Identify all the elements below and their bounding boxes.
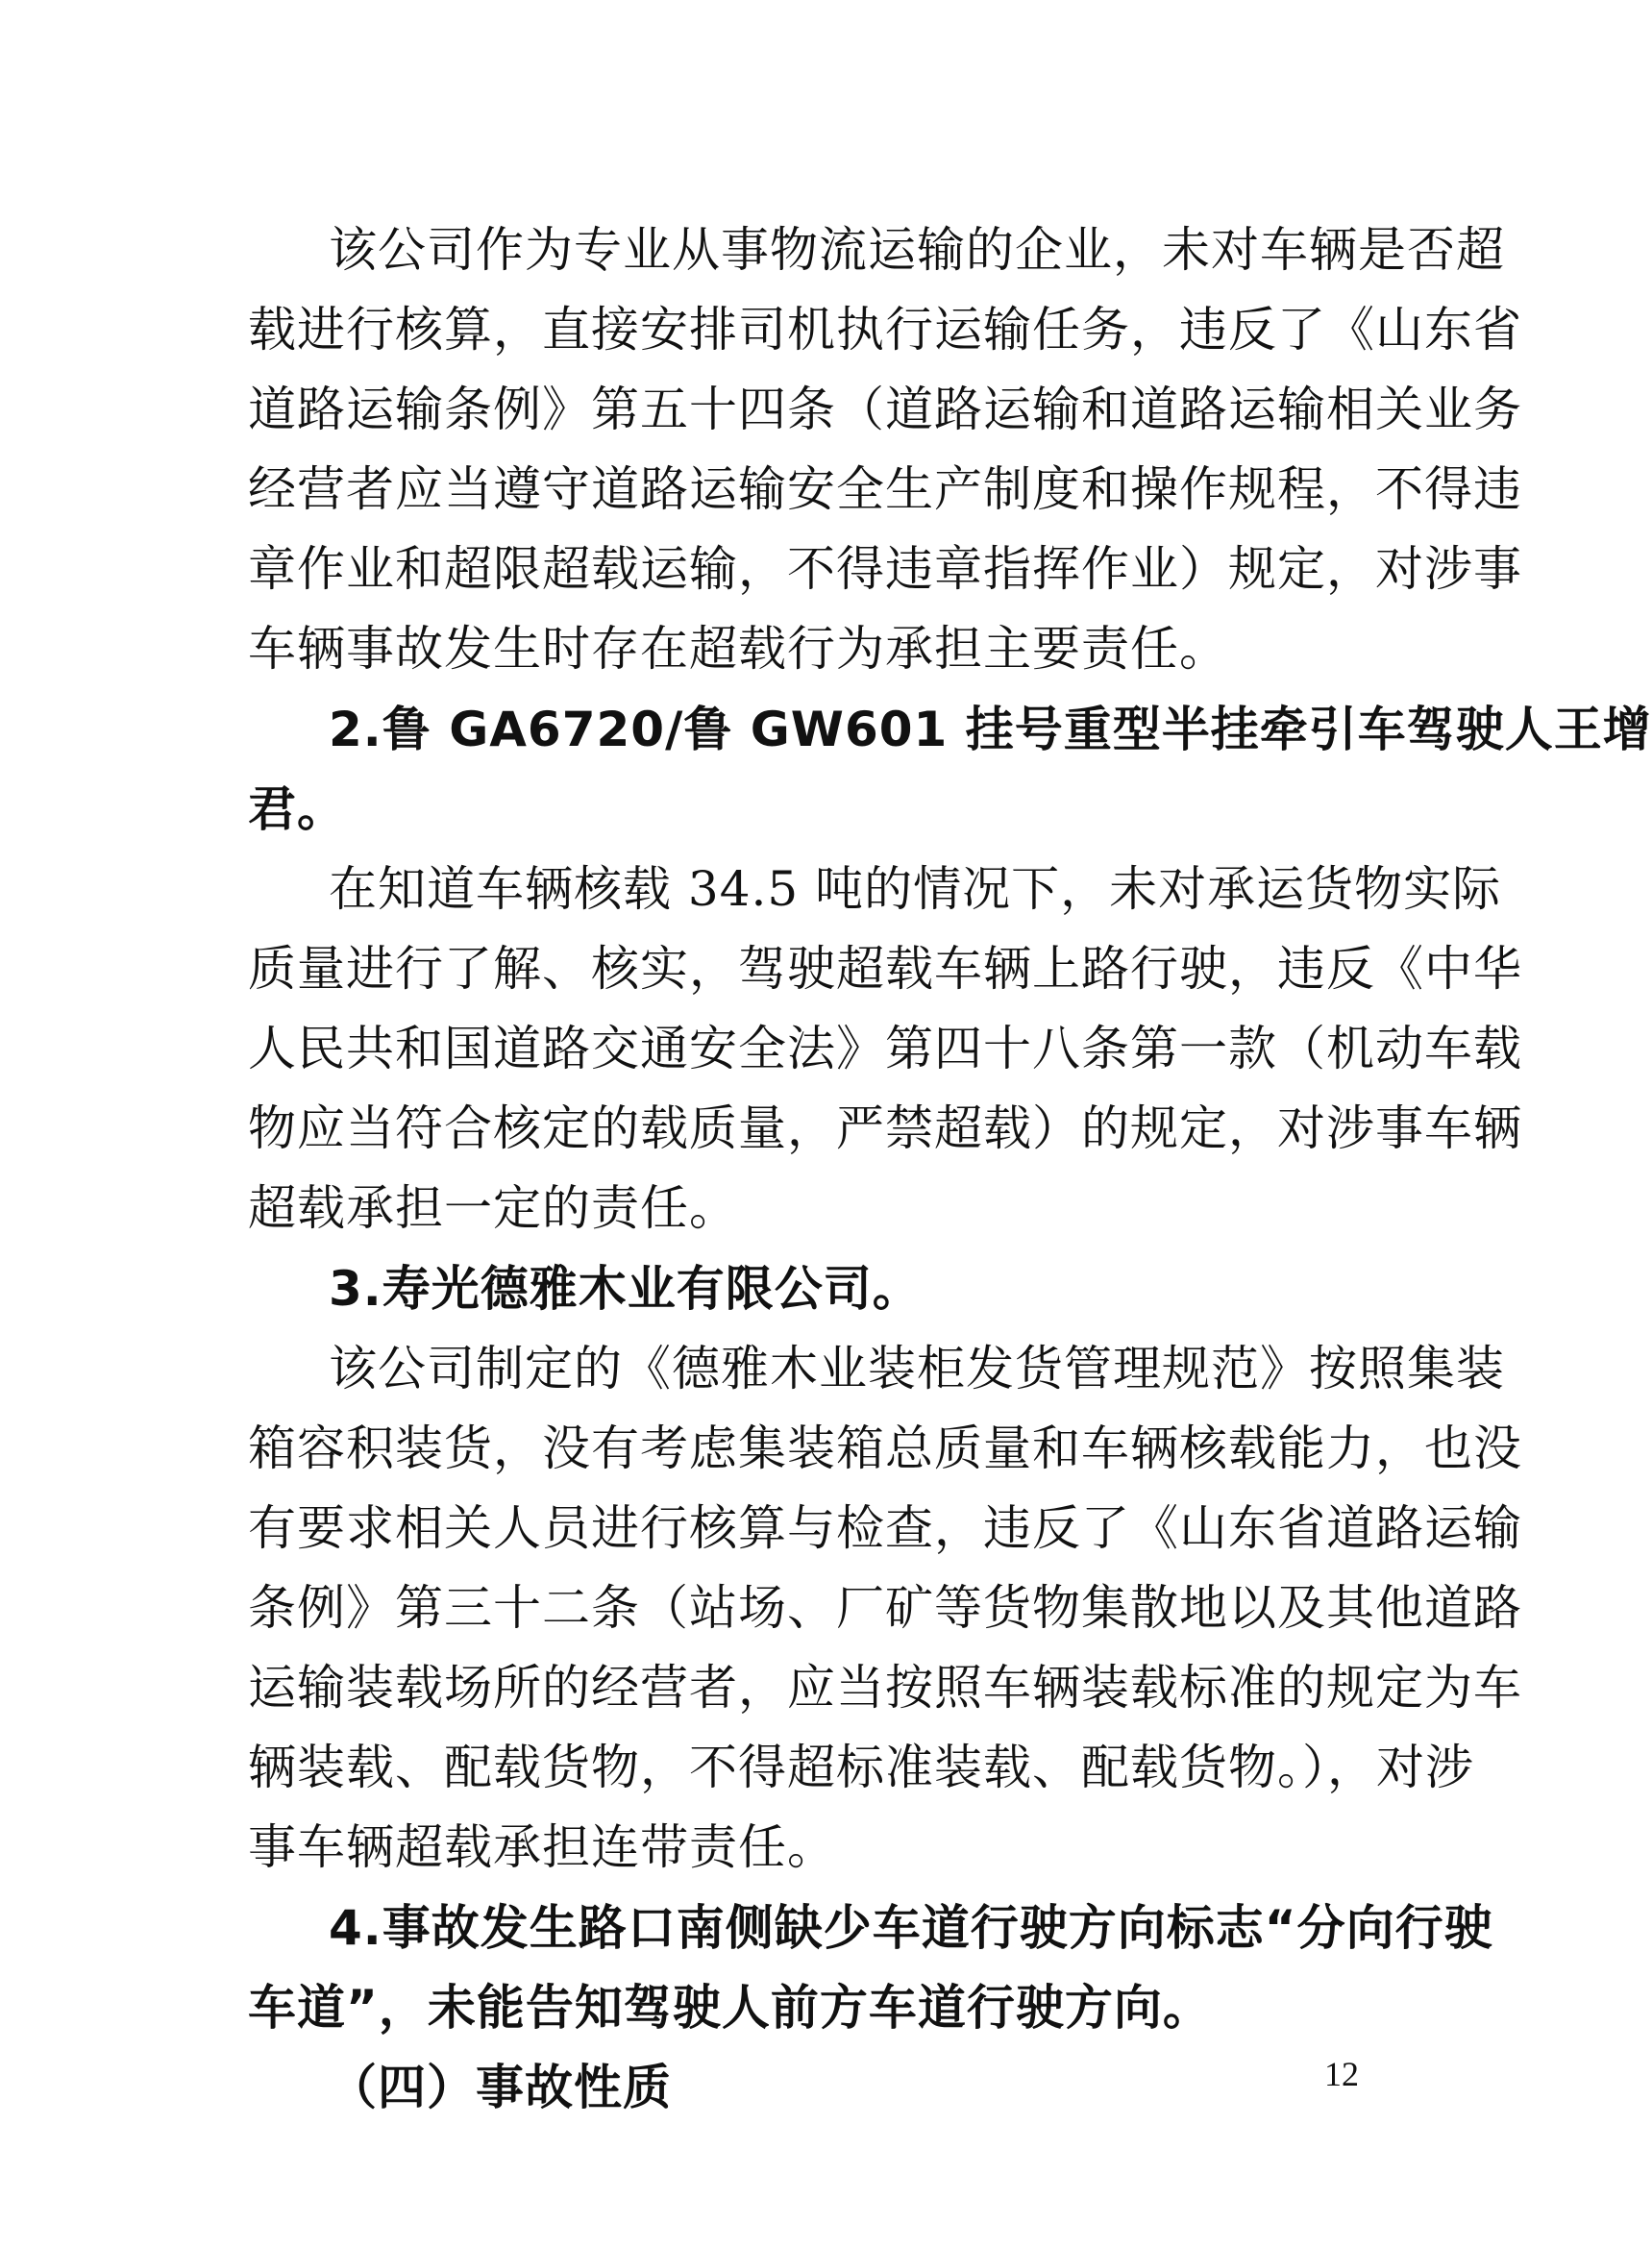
paragraph-line: 该公司作为专业从事物流运输的企业，未对车辆是否超 [329, 222, 1505, 278]
paragraph-line: 超载承担一定的责任。 [248, 1180, 738, 1236]
paragraph-line: 运输装载场所的经营者，应当按照车辆装载标准的规定为车 [248, 1660, 1522, 1716]
paragraph-line: 章作业和超限超载运输，不得违章指挥作业）规定，对涉事 [248, 541, 1522, 597]
paragraph-line: 箱容积装货，没有考虑集装箱总质量和车辆核载能力，也没 [248, 1420, 1522, 1476]
section-heading: 4.事故发生路口南侧缺少车道行驶方向标志“分向行驶 [329, 1900, 1493, 1956]
page-number: 12 [1324, 2055, 1359, 2093]
paragraph-line: 条例》第三十二条（站场、厂矿等货物集散地以及其他道路 [248, 1580, 1522, 1636]
section-heading: 车道”，未能告知驾驶人前方车道行驶方向。 [248, 1980, 1212, 2036]
paragraph-line: 道路运输条例》第五十四条（道路运输和道路运输相关业务 [248, 382, 1522, 437]
paragraph-line: 该公司制定的《德雅木业装柜发货管理规范》按照集装 [329, 1341, 1505, 1396]
paragraph-line: 经营者应当遵守道路运输安全生产制度和操作规程，不得违 [248, 461, 1522, 517]
paragraph-line: 在知道车辆核载 34.5 吨的情况下，未对承运货物实际 [329, 861, 1502, 917]
subsection-heading: （四）事故性质 [329, 2060, 672, 2115]
paragraph-line: 人民共和国道路交通安全法》第四十八条第一款（机动车载 [248, 1021, 1522, 1076]
paragraph-line: 有要求相关人员进行核算与检查，违反了《山东省道路运输 [248, 1500, 1522, 1556]
paragraph-line: 辆装载、配载货物，不得超标准装载、配载货物。），对涉 [248, 1740, 1474, 1795]
section-heading: 君。 [248, 781, 346, 837]
paragraph-line: 物应当符合核定的载质量，严禁超载）的规定，对涉事车辆 [248, 1100, 1522, 1156]
paragraph-line: 载进行核算，直接安排司机执行运输任务，违反了《山东省 [248, 302, 1522, 358]
paragraph-line: 车辆事故发生时存在超载行为承担主要责任。 [248, 621, 1228, 677]
paragraph-line: 质量进行了解、核实，驾驶超载车辆上路行驶，违反《中华 [248, 941, 1522, 997]
paragraph-line: 事车辆超载承担连带责任。 [248, 1819, 836, 1875]
section-heading: 2.鲁 GA6720/鲁 GW601 挂号重型半挂牵引车驾驶人王增 [329, 702, 1652, 757]
section-heading: 3.寿光德雅木业有限公司。 [329, 1261, 922, 1317]
